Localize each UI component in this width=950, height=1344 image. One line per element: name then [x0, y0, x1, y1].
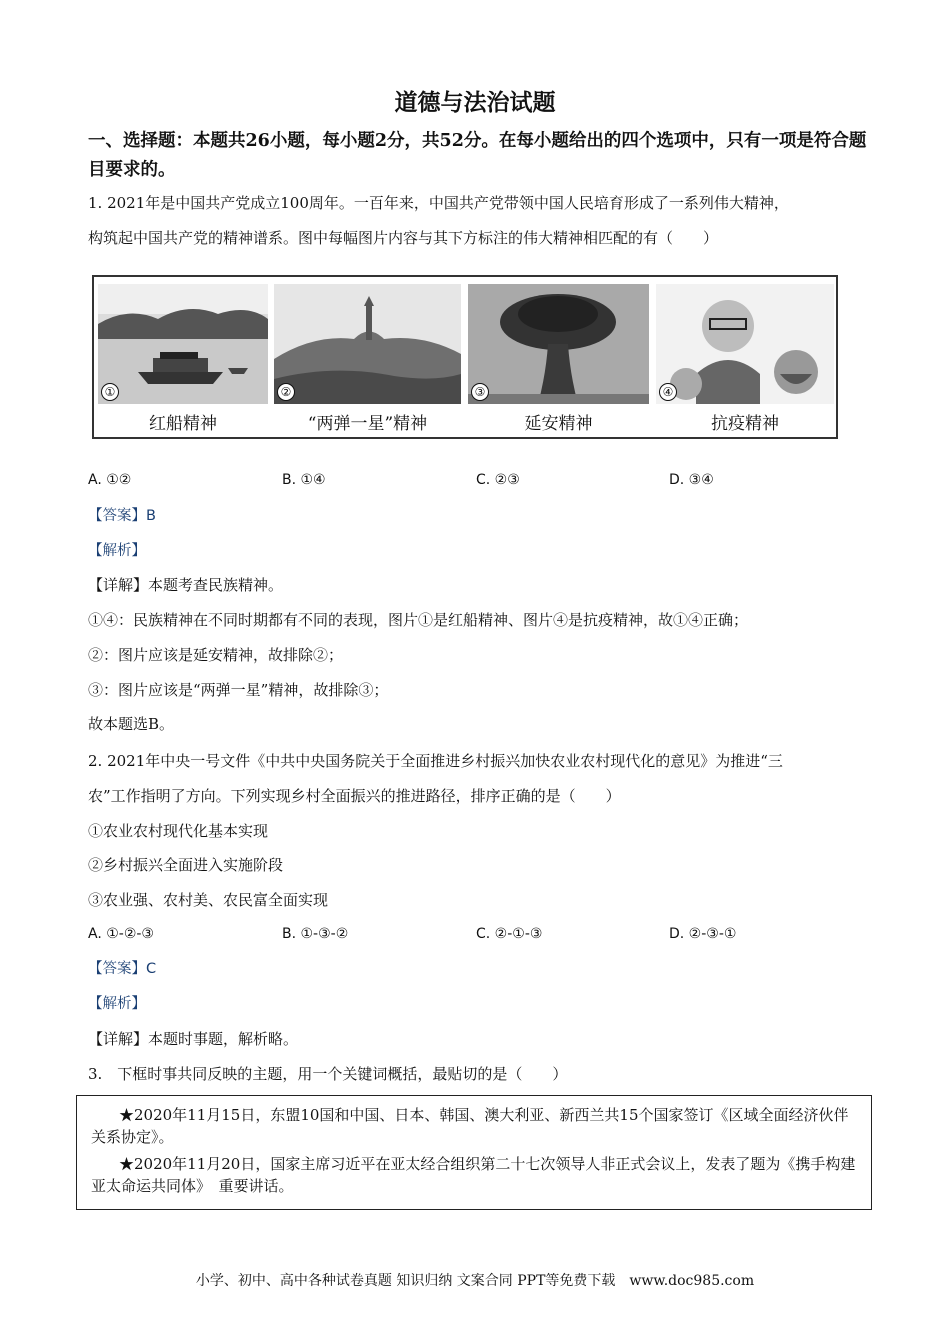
- page-title: 道德与法治试题: [394, 89, 556, 116]
- panel-mountain-pagoda-image: ②: [274, 284, 461, 404]
- q1-detail: 【详解】本题考查民族精神。: [88, 576, 284, 594]
- q3-news-item-2: ★2020年11月20日，国家主席习近平在亚太经合组织第二十七次领导人非正式会议上，发表了题为《携手构建亚太命运共同体》 重要讲话。: [91, 1155, 856, 1195]
- q3-stem: 3. 下框时事共同反映的主题，用一个关键词概括，最贴切的是（ ）: [88, 1065, 568, 1083]
- q1-detail-2: ②：图片应该是延安精神，故排除②；: [88, 646, 344, 664]
- q2-option-b[interactable]: B. ①-③-②: [282, 926, 349, 942]
- q2-item-1: ①农业农村现代化基本实现: [88, 822, 269, 840]
- q1-option-a[interactable]: A. ①②: [88, 472, 132, 488]
- caption-anti-epidemic: 抗疫精神: [711, 414, 779, 434]
- q2-option-c[interactable]: C. ②-①-③: [476, 926, 543, 942]
- q1-option-b[interactable]: B. ①④: [282, 472, 326, 488]
- panel-mushroom-cloud-image: ③: [468, 284, 649, 404]
- q1-detail-4: 故本题选B。: [88, 715, 175, 733]
- panel-medical-workers-image: ④: [656, 284, 834, 404]
- q3-news-box: [76, 1095, 872, 1210]
- q2-option-d[interactable]: D. ②-③-①: [669, 926, 737, 942]
- q1-analysis-label: 【解析】: [88, 543, 146, 559]
- q3-news-item-1: ★2020年11月15日，东盟10国和中国、日本、韩国、澳大利亚、新西兰共15个国家签订《区域全面经济伙伴关系协定》。: [91, 1106, 849, 1146]
- q2-option-a[interactable]: A. ①-②-③: [88, 926, 154, 942]
- q2-analysis-label: 【解析】: [88, 996, 146, 1012]
- q1-stem-line2: 构筑起中国共产党的精神谱系。图中每幅图片内容与其下方标注的伟大精神相匹配的有（ ）: [88, 229, 719, 247]
- caption-two-bombs-one-satellite: “两弹一星”精神: [307, 414, 428, 434]
- q1-option-c[interactable]: C. ②③: [476, 472, 520, 488]
- q2-detail: 【详解】本题时事题，解析略。: [88, 1030, 299, 1048]
- q1-detail-3: ③：图片应该是“两弹一星”精神，故排除③；: [88, 681, 389, 699]
- panel-red-boat-image: ①: [98, 284, 268, 404]
- q2-stem-line2: 农”工作指明了方向。下列实现乡村全面振兴的推进路径，排序正确的是（ ）: [88, 787, 621, 805]
- q2-item-2: ②乡村振兴全面进入实施阶段: [88, 856, 284, 874]
- page-footer: 小学、初中、高中各种试卷真题 知识归纳 文案合同 PPT等免费下载 www.doc985.com: [195, 1273, 755, 1289]
- q1-answer: 【答案】B: [88, 508, 156, 524]
- q1-detail-1: ①④：民族精神在不同时期都有不同的表现，图片①是红船精神、图片④是抗疫精神，故①④正确；: [88, 611, 749, 629]
- q1-option-d[interactable]: D. ③④: [669, 472, 714, 488]
- q2-answer: 【答案】C: [88, 961, 157, 977]
- q1-stem-line1: 1. 2021年是中国共产党成立100周年。一百年来，中国共产党带领中国人民培育形成了一系列伟大精神，: [88, 194, 789, 212]
- q1-figure: [92, 275, 838, 439]
- caption-red-boat: 红船精神: [149, 414, 217, 434]
- q2-item-3: ③农业强、农村美、农民富全面实现: [88, 891, 329, 909]
- section-heading: 一、选择题：本题共26小题，每小题2分，共52分。在每小题给出的四个选项中，只有一项是符合题目要求的。: [88, 131, 867, 180]
- caption-yanan: 延安精神: [524, 414, 593, 434]
- q2-stem-line1: 2. 2021年中央一号文件《中共中央国务院关于全面推进乡村振兴加快农业农村现代化的意见》为推进“三: [88, 752, 783, 770]
